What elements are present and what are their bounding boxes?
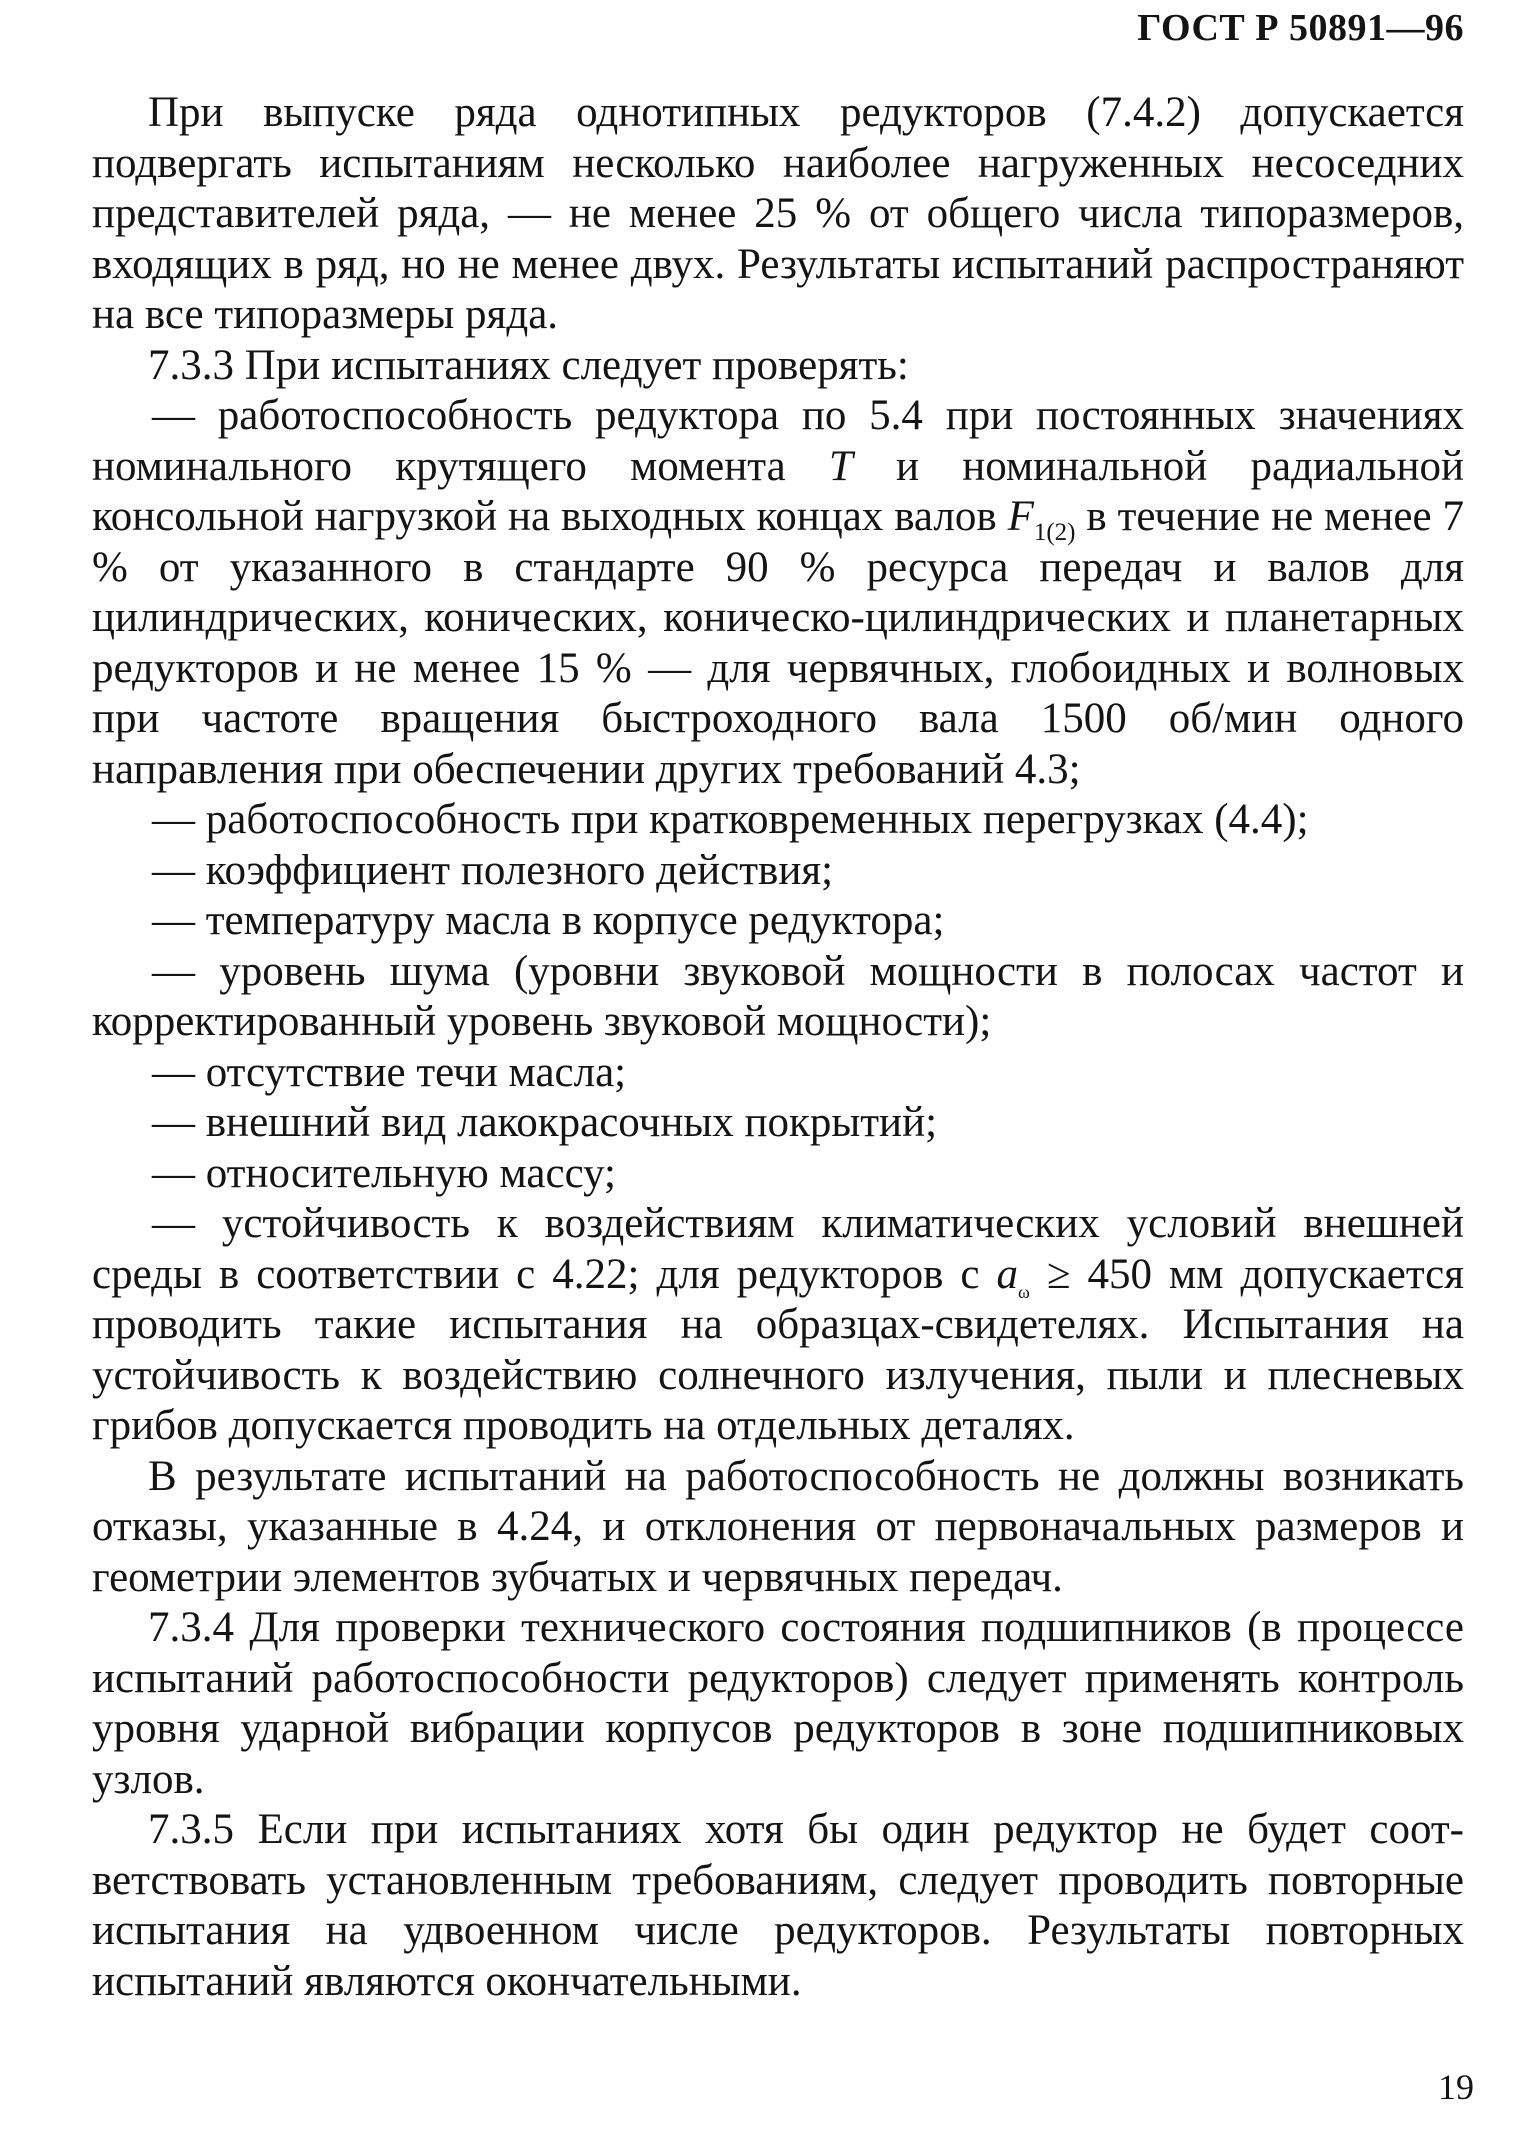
list-item-oil-leak: — отсутствие течи масла; <box>152 1048 627 1096</box>
list-item-efficiency: — коэффициент полезного действия; <box>152 846 834 894</box>
list-item-climatic-resistance <box>92 1199 1464 1452</box>
list-item-coating: — внешний вид лакокрасочных покрытий; <box>152 1099 938 1146</box>
load-symbol-subscript: 1(2) <box>1033 519 1076 546</box>
list-item-relative-mass: — относительную массу; <box>152 1149 616 1197</box>
list-item-performance-text-b: и номинальной радиальной консольной нагрузкой на выходных концах валов <box>92 442 1464 540</box>
center-distance-subscript: ω <box>1018 1281 1030 1302</box>
center-distance-symbol: a <box>996 1250 1018 1298</box>
list-item-oil-temperature: — температуру масла в корпусе редуктора; <box>152 897 945 944</box>
list-item-climatic-text-b: ≥ 450 мм допускается проводить такие испытания на образцах-свидетелях. Испытания на устойчивость к воздействию солнечного излучения, пыли и плесневых грибов допускается проводить на отдельных деталях. <box>92 1250 1465 1449</box>
list-item-climatic-text-a: — устойчивость к воздействиям климатических условий внешней среды в соответствии с 4.22; для редукторов с <box>92 1200 1464 1298</box>
clause-7-3-5: 7.3.5 Если при испытаниях хотя бы один редуктор не будет соответствовать установленным требованиям, следует проводить повторные испытания на удвоенном числе редукторов. Результаты повторных испытаний являются окончательными. <box>92 1806 1464 2005</box>
list-item-performance-text-c: в течение не менее 7 % от указанного в стандарте 90 % ресурса передач и валов для цилиндрических, конических, коническо-цилиндрических и планетарных редукторов и не менее 15 % — для червячных, глобоидных и волновых при частоте вращения быстроходного вала 1500 об/мин одного направления при обеспечении других требований 4.3; <box>92 493 1464 793</box>
standard-header: ГОСТ Р 50891—96 <box>1137 7 1464 49</box>
torque-symbol: T <box>828 442 853 490</box>
load-symbol: F <box>1007 493 1034 540</box>
clause-7-3-4: 7.3.4 Для проверки технического состояния подшипников (в процессе испытаний работоспособности редукторов) следует применять контроль уровня ударной вибрации корпусов редукторов в зоне подшипниковых узлов. <box>92 1604 1464 1803</box>
list-item-performance <box>92 391 1464 795</box>
page-number: 19 <box>1438 2067 1474 2107</box>
list-item-noise-level: — уровень шума (уровни звуковой мощности в полосах частот и корректированный уровень звуковой мощности); <box>92 947 1464 1045</box>
paragraph-series-testing: При выпуске ряда однотипных редукторов (7.4.2) допускается подвергать испытаниям несколько наиболее нагруженных несоседних представителей ряда, — не менее 25 % от общего числа типоразмеров, входящих в ряд, но не менее двух. Результаты испытаний распространяют на все типоразмеры ряда. <box>92 89 1464 338</box>
list-item-performance-text-a: — работоспособность редуктора по 5.4 при постоянных значениях номинального крутящего момента <box>92 392 1464 490</box>
paragraph-test-results: В результате испытаний на работоспособность не должны возникать отказы, указанные в 4.24, и отклонения от первоначальных размеров и геометрии элементов зубчатых и червячных передач. <box>92 1452 1464 1601</box>
body-text <box>92 88 1464 2007</box>
list-item-overloads: — работоспособность при кратковременных перегрузках (4.4); <box>152 796 1309 843</box>
clause-7-3-3-heading: 7.3.3 При испытаниях следует проверять: <box>148 341 909 389</box>
